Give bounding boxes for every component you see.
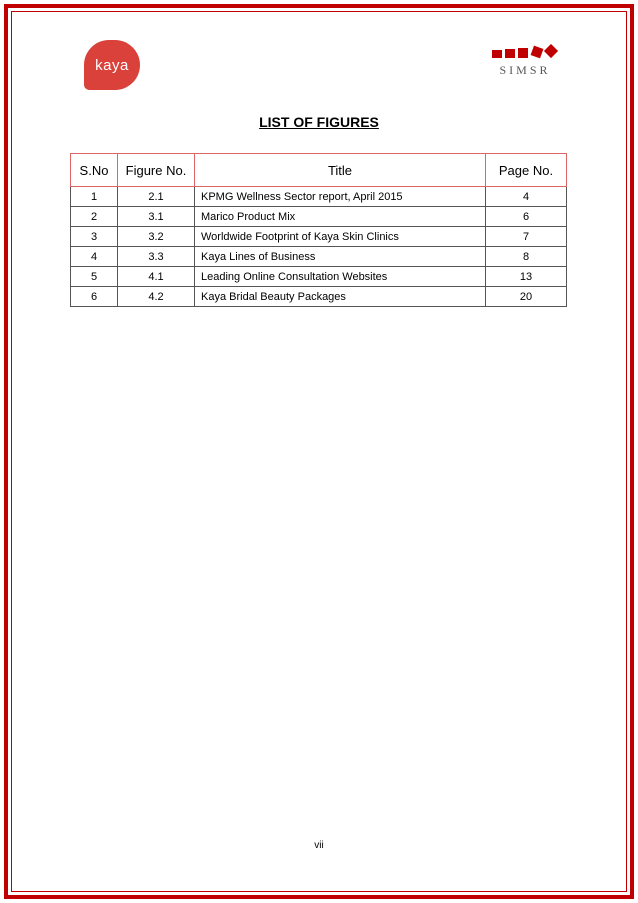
cell-sno: 6: [71, 287, 118, 307]
figures-table: [70, 153, 567, 307]
page-border: [4, 4, 634, 899]
cell-page-no: 7: [486, 227, 567, 247]
cell-title: Worldwide Footprint of Kaya Skin Clinics: [195, 227, 486, 247]
kaya-logo: [84, 40, 140, 90]
table-row: [71, 267, 567, 287]
page-number: vii: [314, 840, 324, 851]
cell-title: Marico Product Mix: [195, 207, 486, 227]
cell-page-no: 6: [486, 207, 567, 227]
table-row: [71, 187, 567, 207]
cell-figure-no: 4.2: [118, 287, 195, 307]
cell-sno: 1: [71, 187, 118, 207]
cell-figure-no: 3.1: [118, 207, 195, 227]
cell-sno: 4: [71, 247, 118, 267]
cell-figure-no: 3.3: [118, 247, 195, 267]
cell-sno: 2: [71, 207, 118, 227]
header-sno: S.No: [71, 154, 118, 187]
header-page-no: Page No.: [486, 154, 567, 187]
table-row: [71, 287, 567, 307]
cell-title: Kaya Lines of Business: [195, 247, 486, 267]
cell-title: Kaya Bridal Beauty Packages: [195, 287, 486, 307]
cell-page-no: 8: [486, 247, 567, 267]
header-figure-no: Figure No.: [118, 154, 195, 187]
cell-title: Leading Online Consultation Websites: [195, 267, 486, 287]
cell-figure-no: 3.2: [118, 227, 195, 247]
table-header-row: [71, 154, 567, 187]
cell-title: KPMG Wellness Sector report, April 2015: [195, 187, 486, 207]
cell-sno: 5: [71, 267, 118, 287]
cell-page-no: 20: [486, 287, 567, 307]
cell-sno: 3: [71, 227, 118, 247]
cell-page-no: 13: [486, 267, 567, 287]
simsr-logo: [490, 44, 562, 78]
kaya-logo-text: kaya: [95, 56, 129, 74]
cell-page-no: 4: [486, 187, 567, 207]
simsr-mark-icon: [490, 44, 562, 62]
simsr-logo-text: SIMSR: [499, 63, 551, 77]
cell-figure-no: 4.1: [118, 267, 195, 287]
table-row: [71, 247, 567, 267]
header-title: Title: [195, 154, 486, 187]
page-title: LIST OF FIGURES: [259, 114, 379, 130]
table-row: [71, 207, 567, 227]
cell-figure-no: 2.1: [118, 187, 195, 207]
table-row: [71, 227, 567, 247]
